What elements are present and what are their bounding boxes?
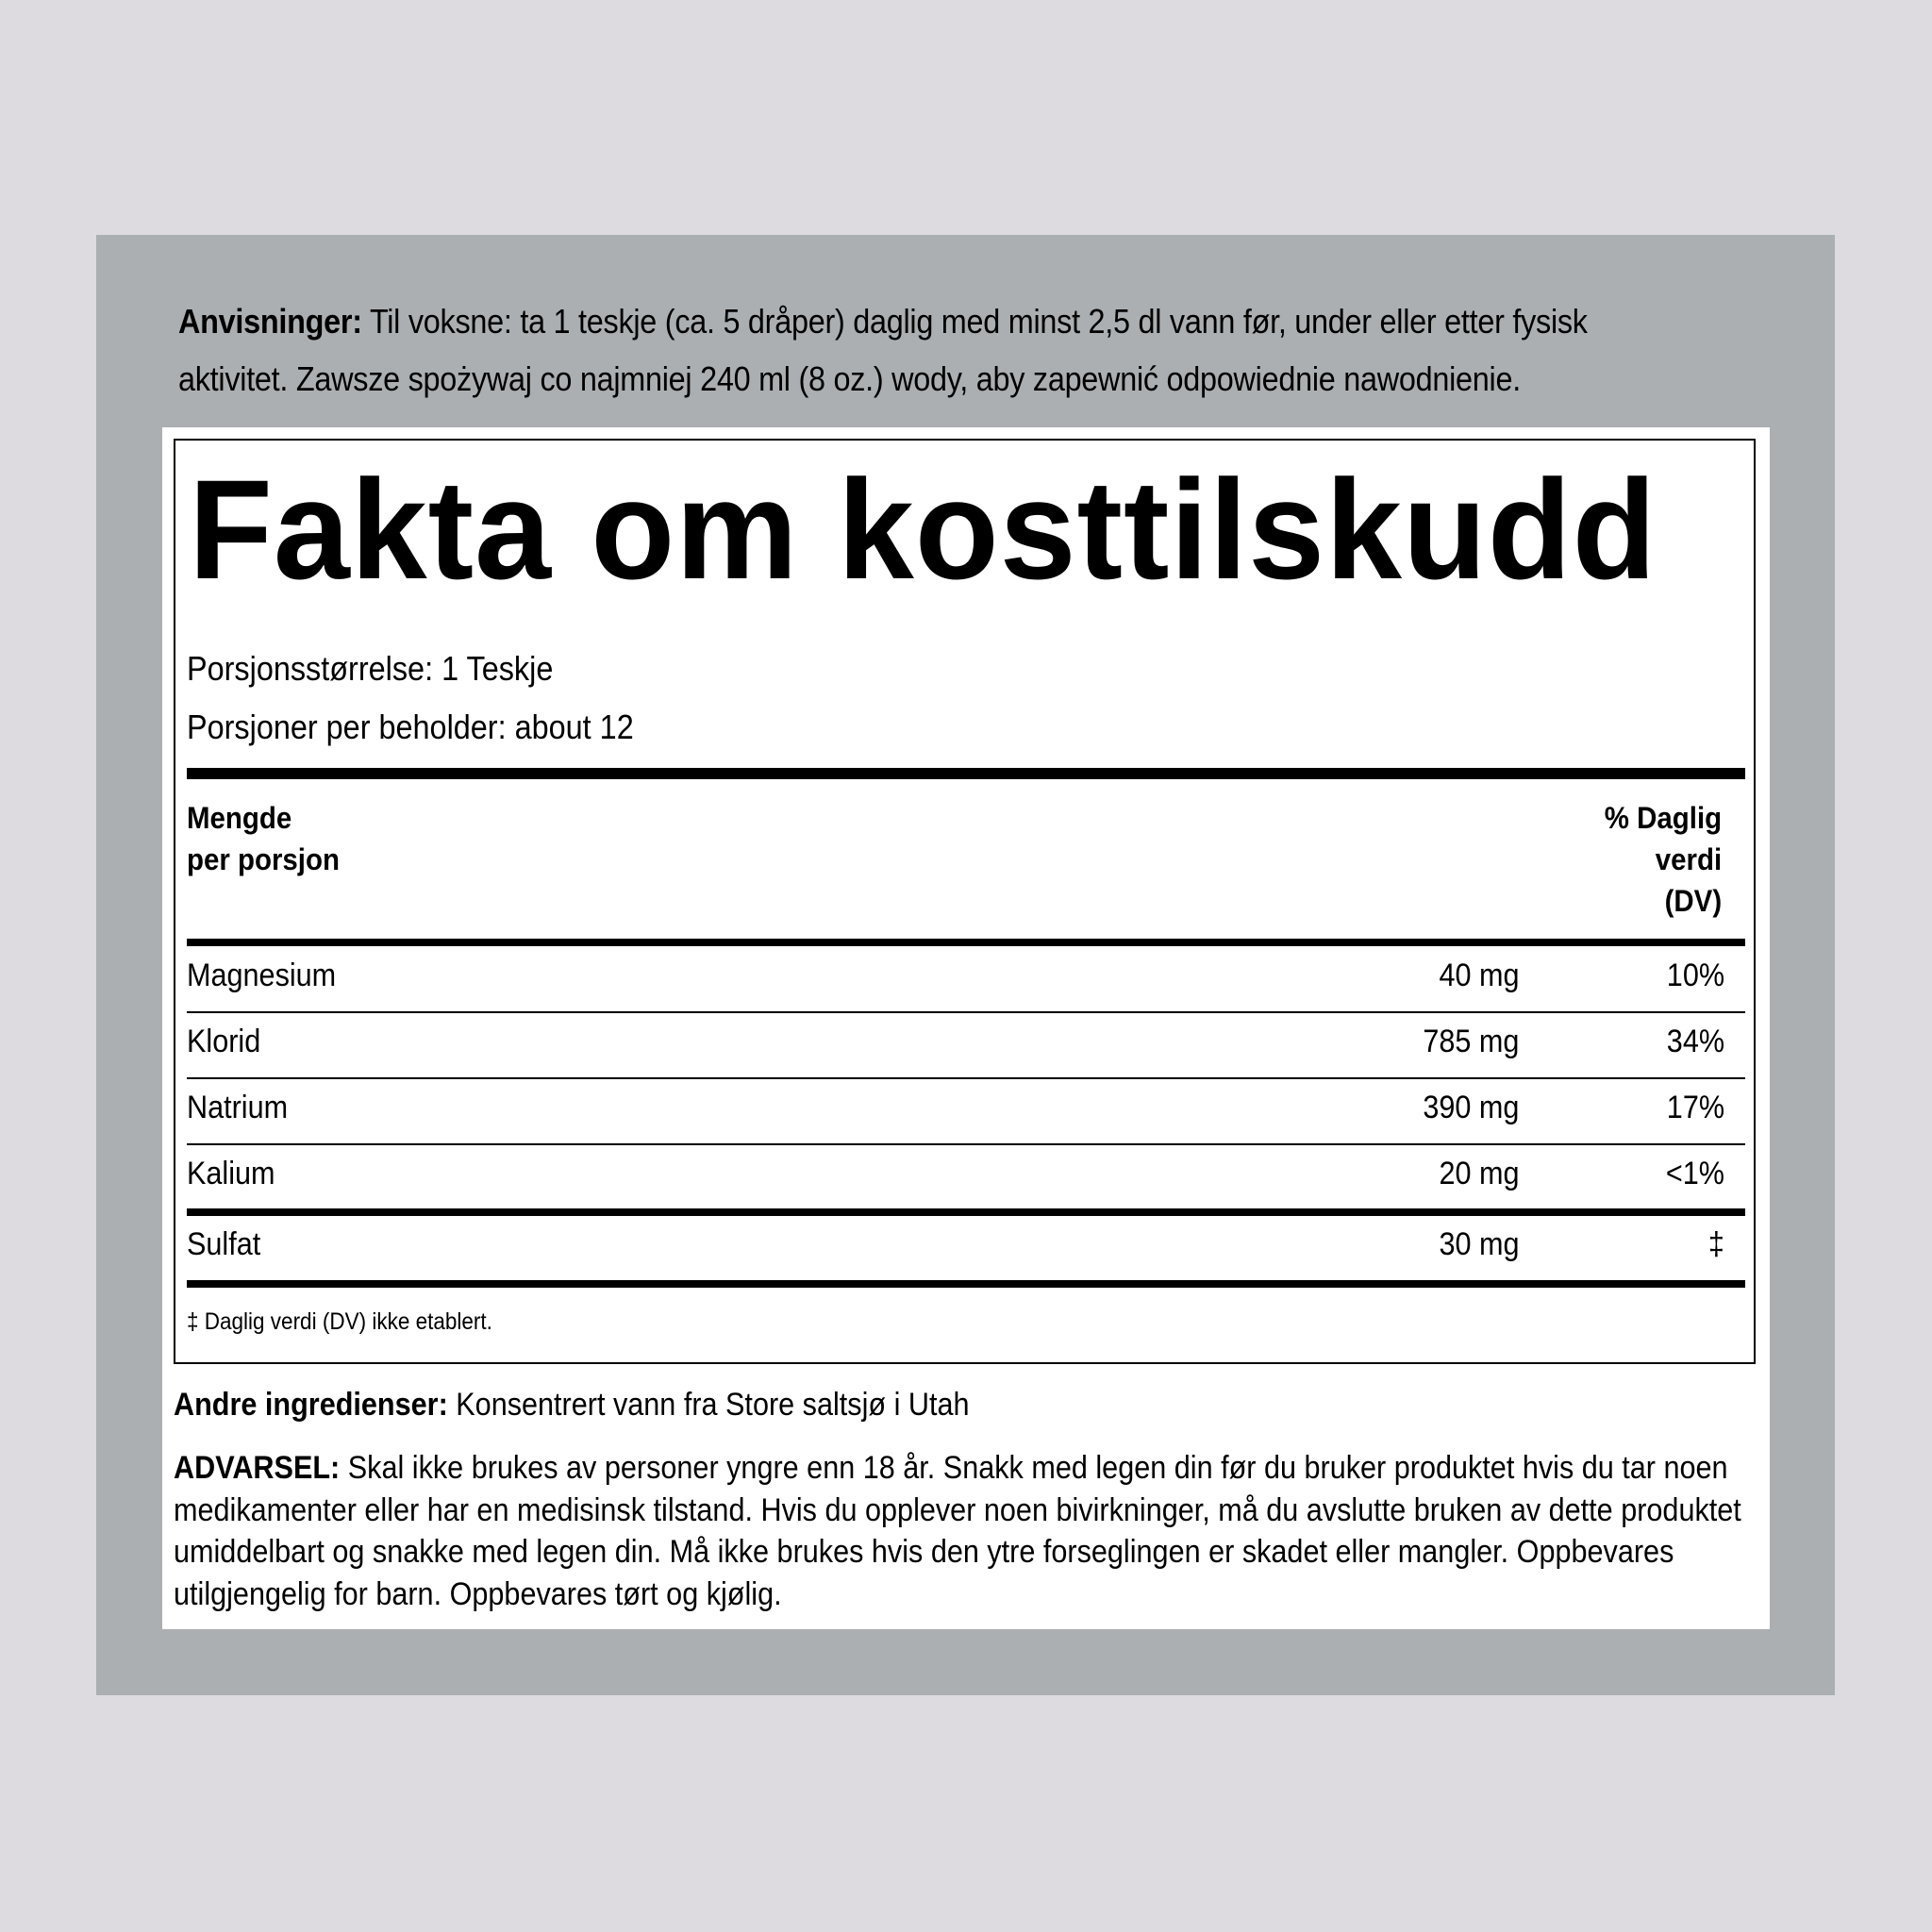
- other-ingredients: [174, 1383, 970, 1426]
- nutrient-dv: 10%: [1666, 958, 1724, 993]
- warning-label: ADVARSEL:: [174, 1450, 341, 1486]
- supplement-facts-box: [174, 439, 1756, 1364]
- nutrient-name: Magnesium: [187, 958, 337, 993]
- other-ingredients-label: Andre ingredienser:: [174, 1387, 448, 1423]
- divider-header: [187, 939, 1745, 946]
- nutrient-dv: ‡: [1707, 1226, 1724, 1262]
- facts-title: Fakta om kosttilskudd: [189, 450, 1657, 608]
- amount-per-serving-header: Mengde per porsjon: [187, 801, 340, 876]
- table-row: [187, 955, 1745, 996]
- divider-bottom: [187, 1280, 1745, 1288]
- warning-text: [174, 1447, 1770, 1615]
- nutrient-amount: 40 mg: [1438, 958, 1519, 993]
- table-row: [187, 1224, 1745, 1265]
- nutrient-name: Klorid: [187, 1024, 261, 1059]
- row-divider: [187, 1011, 1745, 1013]
- nutrient-amount: 785 mg: [1422, 1024, 1519, 1059]
- nutrient-amount: 30 mg: [1438, 1226, 1519, 1262]
- nutrient-name: Kalium: [187, 1156, 275, 1191]
- warning-body: Skal ikke brukes av personer yngre enn 18 år. Snakk med legen din før du bruker produktet hvis du tar noen medikamenter eller har en medisinsk tilstand. Hvis du opplever noen bivirkninger, må du avslutte bruken av dette produktet umiddelbart og snakke med legen din. Må ikke brukes hvis den ytre forseglingen er skadet eller mangler. Oppbevares utilgjengelig for barn. Oppbevares tørt og kjølig.: [174, 1450, 1741, 1612]
- servings-per-container: Porsjoner per beholder: about 12: [187, 708, 634, 746]
- nutrient-dv: 34%: [1666, 1024, 1724, 1059]
- directions-label: Anvisninger:: [178, 302, 362, 341]
- divider-section: [187, 1208, 1745, 1216]
- row-divider: [187, 1077, 1745, 1079]
- table-row: [187, 1087, 1745, 1128]
- footnote: ‡ Daglig verdi (DV) ikke etablert.: [187, 1308, 492, 1335]
- divider-thick: [187, 768, 1745, 779]
- daily-value-header: % Daglig verdi (DV): [1604, 801, 1722, 918]
- directions-text: [178, 292, 1605, 408]
- directions-line-1: Til voksne: ta 1 teskje (ca. 5 dråper) daglig med minst 2,5 dl vann før, under eller etter fysisk: [361, 302, 1588, 341]
- table-row: [187, 1021, 1745, 1062]
- nutrient-name: Natrium: [187, 1090, 289, 1125]
- nutrient-dv: <1%: [1665, 1156, 1724, 1191]
- nutrient-amount: 390 mg: [1422, 1090, 1519, 1125]
- row-divider: [187, 1143, 1745, 1145]
- other-ingredients-text: Konsentrert vann fra Store saltsjø i Utah: [447, 1387, 970, 1423]
- serving-size: Porsjonsstørrelse: 1 Teskje: [187, 649, 554, 688]
- table-row: [187, 1153, 1745, 1194]
- nutrient-dv: 17%: [1666, 1090, 1724, 1125]
- directions-line-2: aktivitet. Zawsze spożywaj co najmniej 240 ml (8 oz.) wody, aby zapewnić odpowiednie nawodnienie.: [178, 359, 1521, 398]
- nutrient-amount: 20 mg: [1438, 1156, 1519, 1191]
- nutrient-name: Sulfat: [187, 1226, 261, 1262]
